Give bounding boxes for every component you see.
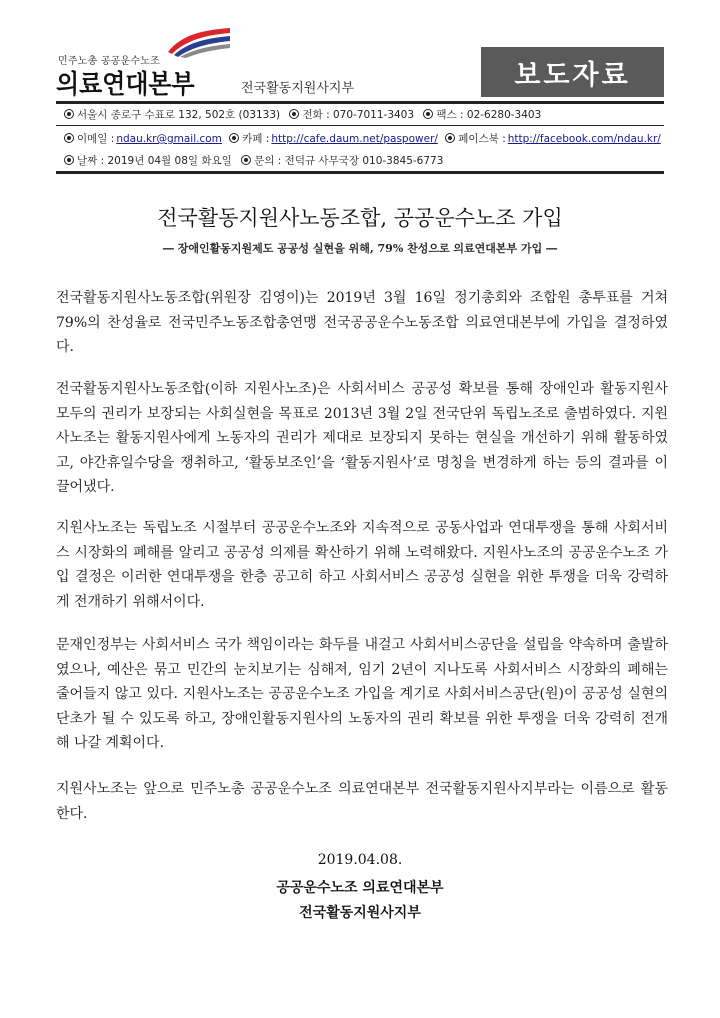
contact-line-address — [64, 107, 541, 122]
signature-date: 2019.04.08. — [317, 852, 403, 868]
facebook-link[interactable]: http://facebook.com/ndau.kr/ — [507, 133, 661, 145]
branch-name: 전국활동지원사지부 — [241, 81, 355, 96]
flag-logo-icon — [164, 24, 234, 58]
body-paragraph-5: 지원사노조는 앞으로 민주노총 공공운수노조 의료연대본부 전국활동지원사지부라는 이름으로 활동한다. — [56, 781, 668, 822]
bullet-icon — [64, 133, 74, 143]
release-date: 날짜 : 2019년 04월 08일 화요일 — [77, 155, 232, 167]
header-divider-bottom — [56, 171, 664, 174]
body-paragraph-3: 지원사노조는 독립노조 시절부터 공공운수노조와 지속적으로 공동사업과 연대투쟁을 통해 사회서비스 시장화의 폐해를 알리고 공공성 의제를 확산하기 위해 노력해왔다. 지원사노조의 공공운수노조 가입 결정은 이러한 연대투쟁을 한층 공고히 하고 사회서비스 공공성 실현을 위한 투쟁을 더욱 강력하게 전개하기 위해서이다. — [56, 520, 668, 610]
inquiry-contact: 문의 : 전덕규 사무국장 010-3845-6773 — [254, 155, 444, 167]
bullet-icon — [445, 133, 455, 143]
union-logo — [56, 24, 355, 100]
facebook-label: 페이스북 : — [458, 133, 506, 145]
phone: 전화 : 070-7011-3403 — [302, 109, 415, 121]
press-release-badge: 보도자료 — [481, 47, 664, 97]
body-paragraph-2: 전국활동지원사노동조합(이하 지원사노조)은 사회서비스 공공성 확보를 통해 장애인과 활동지원사 모두의 권리가 보장되는 사회실현을 목표로 2013년 3월 2일 전국단위 독립노조로 출범하였다. 지원사노조는 활동지원사에게 노동자의 권리가 제대로 보장되지 못하는 현실을 개선하기 위해 활동하였고, 야간휴일수당을 쟁취하고, ‘활동보조인’을 ‘활동지원사’로 명칭을 변경하게 하는 등의 결과를 이끌어냈다. — [56, 381, 668, 495]
body-paragraph-1: 전국활동지원사노동조합(위원장 김영이)는 2019년 3월 16일 정기총회와 조합원 총투표를 거쳐 79%의 찬성율로 전국민주노동조합총연맹 전국공공운수노동조합 의료연대본부에 가입을 결정하였다. — [56, 290, 668, 355]
bullet-icon — [289, 109, 299, 119]
union-affiliation: 민주노총 공공운수노조 — [58, 56, 160, 67]
headline: 전국활동지원사노동조합, 공공운수노조 가입 — [157, 206, 563, 230]
email-label: 이메일 : — [77, 133, 115, 145]
bullet-icon — [64, 155, 74, 165]
contact-line-date — [64, 153, 443, 168]
signature-org: 공공운수노조 의료연대본부 — [276, 880, 444, 896]
contact-line-online — [64, 131, 661, 146]
signature-branch: 전국활동지원사지부 — [299, 905, 421, 921]
brand-name: 의료연대본부 — [56, 70, 195, 100]
body-paragraph-4: 문재인정부는 사회서비스 국가 책임이라는 화두를 내걸고 사회서비스공단을 설립을 약속하며 출발하였으나, 예산은 묶고 민간의 눈치보기는 심해져, 임기 2년이 지나도록 사회서비스 시장화의 폐해는 줄어들지 않고 있다. 지원사노조는 공공운수노조 가입을 계기로 사회서비스공단(원)이 공공성 실현의 단초가 될 수 있도록 하고, 장애인활동지원사의 노동자의 권리 확보를 위한 투쟁을 더욱 강력히 전개해 나갈 계획이다. — [56, 637, 668, 751]
cafe-label: 카페 : — [242, 133, 270, 145]
bullet-icon — [241, 155, 251, 165]
bullet-icon — [229, 133, 239, 143]
fax: 팩스 : 02-6280-3403 — [436, 109, 542, 121]
email-link[interactable]: ndau.kr@gmail.com — [116, 133, 222, 145]
subheadline: ― 장애인활동지원제도 공공성 실현을 위해, 79% 찬성으로 의료연대본부 가입 ― — [162, 242, 558, 255]
contact-divider — [56, 125, 664, 126]
header-divider-top — [56, 101, 664, 104]
address: 서울시 종로구 수표로 132, 502호 (03133) — [77, 109, 281, 121]
bullet-icon — [423, 109, 433, 119]
cafe-link[interactable]: http://cafe.daum.net/paspower/ — [271, 133, 438, 145]
bullet-icon — [64, 109, 74, 119]
